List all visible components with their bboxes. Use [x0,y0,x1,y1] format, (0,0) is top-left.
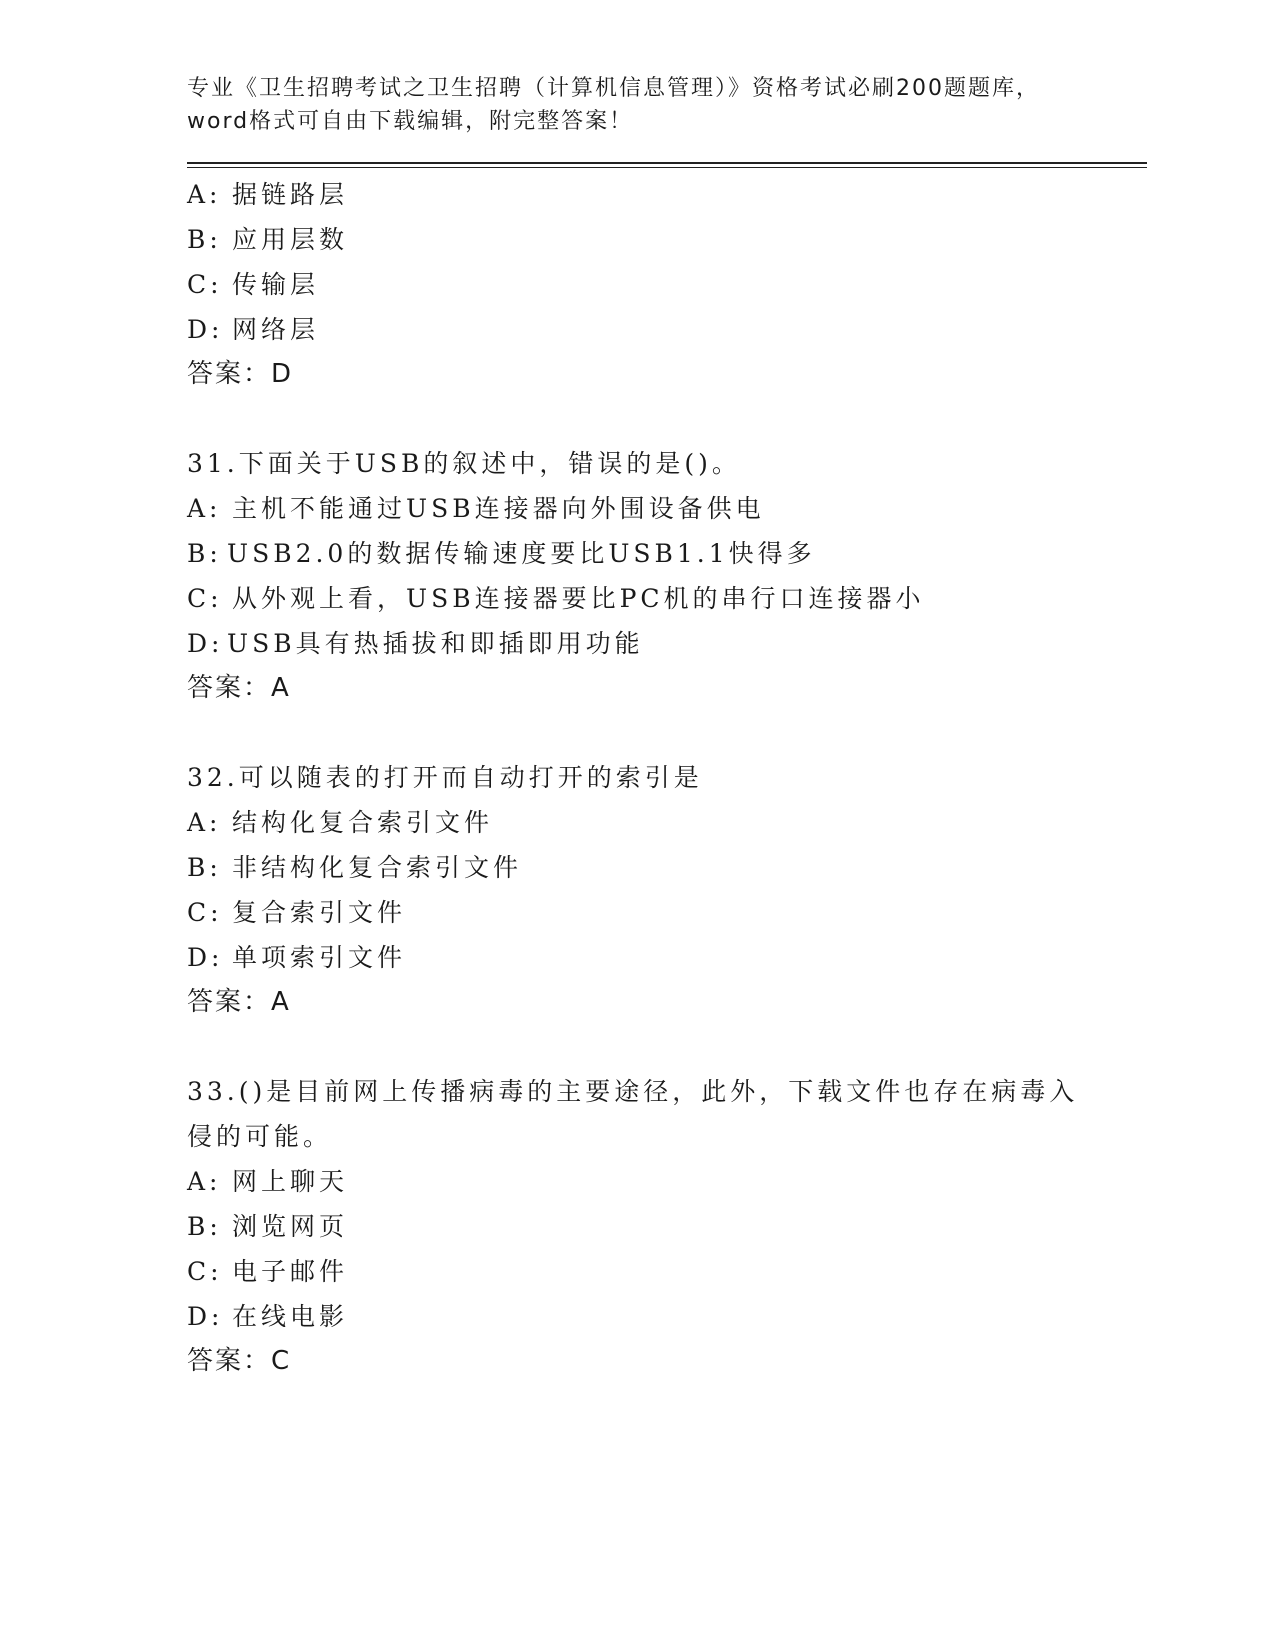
option-d [187,621,1147,666]
option-label: A: [187,180,222,209]
option-text: USB具有热插拔和即插即用功能 [227,629,644,658]
question-text: 32.可以随表的打开而自动打开的索引是 [187,763,703,792]
option-a [187,172,1147,217]
option-text: 应用层数 [232,225,349,254]
answer: 答案：C [187,1346,292,1376]
document-page [187,72,1147,1384]
option-b [187,845,1147,890]
option-text: USB2.0的数据传输速度要比USB1.1快得多 [227,539,816,568]
option-label: A: [187,808,222,837]
option-c [187,576,1147,621]
question-32 [187,755,1147,1025]
header-divider [187,162,1147,168]
header-title-line-1: 专业《卫生招聘考试之卫生招聘（计算机信息管理）》资格考试必刷200题题库， [187,76,1040,101]
option-label: D: [187,315,224,344]
option-text: 网上聊天 [232,1167,349,1196]
option-a [187,486,1147,531]
option-text: 电子邮件 [232,1257,349,1286]
option-text: 传输层 [232,270,320,299]
option-text: 浏览网页 [232,1212,349,1241]
option-text: 单项索引文件 [232,943,407,972]
option-b [187,1204,1147,1249]
question-31 [187,441,1147,711]
question-30 [187,172,1147,397]
option-text: 非结构化复合索引文件 [232,853,523,882]
option-a [187,800,1147,845]
option-b [187,531,1147,576]
option-label: D: [187,1302,224,1331]
answer: 答案：A [187,987,291,1017]
answer: 答案：A [187,673,291,703]
option-c [187,1249,1147,1294]
question-text-line-2: 侵的可能。 [187,1122,333,1151]
option-label: B: [187,853,222,882]
option-label: B: [187,225,222,254]
option-text: 结构化复合索引文件 [232,808,494,837]
option-label: A: [187,1167,222,1196]
option-text: 主机不能通过USB连接器向外围设备供电 [232,494,765,523]
answer: 答案：D [187,359,294,389]
option-a [187,1159,1147,1204]
option-label: C: [187,270,223,299]
option-label: C: [187,1257,223,1286]
option-c [187,890,1147,935]
option-d [187,935,1147,980]
option-label: C: [187,898,223,927]
option-text: 复合索引文件 [232,898,407,927]
document-header [187,72,1147,138]
option-b [187,217,1147,262]
option-label: A: [187,494,222,523]
question-33 [187,1069,1147,1384]
option-d [187,1294,1147,1339]
option-label: C: [187,584,223,613]
question-text: 31.下面关于USB的叙述中，错误的是()。 [187,449,741,478]
option-text: 据链路层 [232,180,349,209]
option-c [187,262,1147,307]
question-text-line-1: 33.()是目前网上传播病毒的主要途径，此外，下载文件也存在病毒入 [187,1077,1079,1106]
option-text: 网络层 [232,315,320,344]
option-label: D: [187,629,224,658]
option-label: B: [187,1212,222,1241]
option-d [187,307,1147,352]
option-label: D: [187,943,224,972]
option-text: 在线电影 [232,1302,349,1331]
header-title-line-2: word格式可自由下载编辑，附完整答案！ [187,109,634,134]
option-text: 从外观上看，USB连接器要比PC机的串行口连接器小 [232,584,925,613]
option-label: B: [187,539,222,568]
